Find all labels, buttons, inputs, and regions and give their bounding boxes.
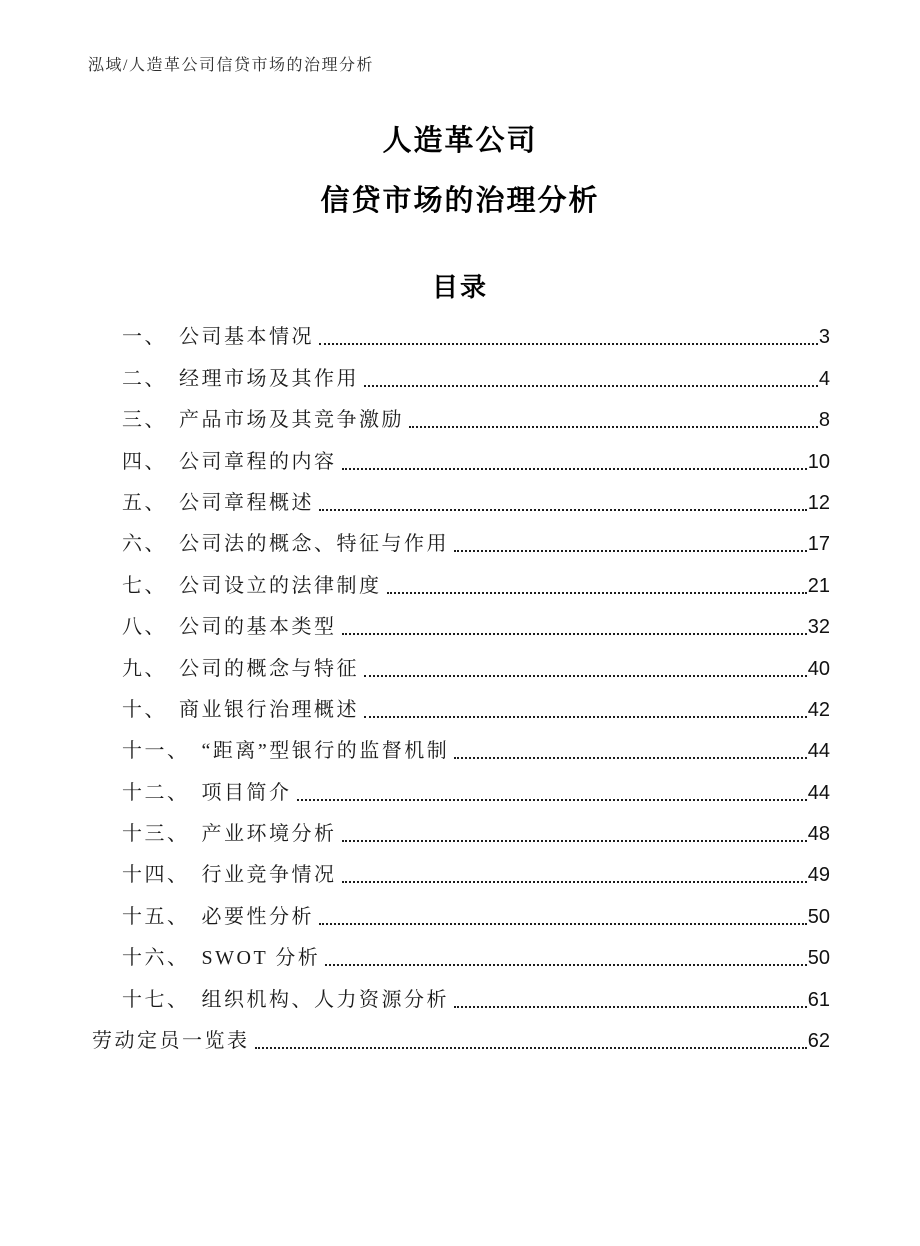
- toc-entry-page: 8: [818, 409, 830, 432]
- document-header: 泓域/人造革公司信贷市场的治理分析: [88, 57, 374, 74]
- toc-entry-page: 42: [807, 698, 830, 721]
- toc-entry-title: “距离”型银行的监督机制: [201, 740, 450, 763]
- toc-dot-leader: [454, 550, 807, 552]
- toc-entry[interactable]: [88, 727, 830, 768]
- toc-entry-page: 4: [818, 367, 830, 390]
- toc-dot-leader: [342, 840, 807, 842]
- toc-dot-leader: [454, 1006, 807, 1008]
- document-subtitle: 信贷市场的治理分析: [320, 185, 600, 217]
- toc-entry[interactable]: [88, 313, 830, 354]
- toc-entry-title: 公司设立的法律制度: [179, 574, 382, 597]
- toc-entry[interactable]: [88, 686, 830, 727]
- toc-entry-number: 六、: [122, 533, 167, 556]
- toc-dot-leader: [325, 964, 806, 966]
- toc-dot-leader: [319, 509, 807, 511]
- toc-entry[interactable]: [88, 975, 830, 1016]
- toc-entry-number: 十二、: [122, 781, 190, 804]
- toc-entry-number: 五、: [122, 491, 167, 514]
- toc-entry-title: 公司章程概述: [179, 491, 314, 514]
- toc-entry[interactable]: [88, 520, 830, 561]
- toc-entry-title: 劳动定员一览表: [92, 1030, 250, 1053]
- toc-dot-leader: [342, 468, 807, 470]
- toc-entry-number: 十一、: [122, 740, 190, 763]
- toc-entry[interactable]: [88, 644, 830, 685]
- toc-dot-leader: [409, 426, 818, 428]
- toc-entry-title: 产业环境分析: [201, 823, 337, 846]
- toc-entry-number: 十四、: [122, 864, 190, 887]
- toc-entry-number: 十六、: [122, 947, 190, 970]
- toc-dot-leader: [364, 716, 807, 718]
- toc-entry-page: 40: [807, 657, 830, 680]
- toc-entry[interactable]: [88, 479, 830, 520]
- toc-entry-title: 公司章程的内容: [179, 450, 337, 473]
- toc-entry-number: 一、: [122, 326, 167, 349]
- toc-dot-leader: [319, 343, 818, 345]
- toc-entry-number: 十、: [122, 698, 167, 721]
- toc-entry[interactable]: [88, 437, 830, 478]
- toc-entry-number: 二、: [122, 367, 167, 390]
- toc-entry-page: 10: [807, 450, 830, 473]
- toc-entry-number: 七、: [122, 574, 167, 597]
- toc-entry-page: 50: [807, 947, 830, 970]
- toc-heading: 目录: [431, 272, 488, 302]
- toc-dot-leader: [319, 923, 807, 925]
- toc-entry-page: 50: [807, 905, 830, 928]
- toc-entry-number: 四、: [122, 450, 167, 473]
- toc-entry-title: 项目简介: [201, 781, 292, 804]
- toc-entry-number: 三、: [122, 409, 167, 432]
- toc-entry-page: 49: [807, 864, 830, 887]
- toc-dot-leader: [454, 757, 806, 759]
- toc-entry-title: 必要性分析: [201, 905, 314, 928]
- toc-list: [88, 313, 830, 1058]
- toc-dot-leader: [364, 385, 818, 387]
- toc-dot-leader: [255, 1047, 807, 1049]
- toc-entry-number: 九、: [122, 657, 167, 680]
- toc-entry[interactable]: [88, 810, 830, 851]
- toc-entry-title: 公司法的概念、特征与作用: [179, 533, 449, 556]
- toc-entry-title: 行业竞争情况: [201, 864, 337, 887]
- toc-entry-page: 44: [807, 781, 830, 804]
- toc-entry-page: 62: [807, 1030, 830, 1053]
- toc-dot-leader: [364, 675, 807, 677]
- toc-entry[interactable]: [88, 934, 830, 975]
- toc-entry[interactable]: [88, 1017, 830, 1058]
- toc-entry-title: 商业银行治理概述: [179, 698, 359, 721]
- toc-entry-page: 61: [807, 988, 830, 1011]
- toc-entry-page: 3: [818, 326, 830, 349]
- toc-entry-title: 产品市场及其竞争激励: [179, 409, 404, 432]
- toc-entry-number: 八、: [122, 616, 167, 639]
- toc-dot-leader: [297, 799, 807, 801]
- toc-entry[interactable]: [88, 561, 830, 602]
- toc-entry[interactable]: [88, 768, 830, 809]
- toc-entry[interactable]: [88, 603, 830, 644]
- toc-entry-title: 公司基本情况: [179, 326, 314, 349]
- toc-entry-number: 十七、: [122, 988, 190, 1011]
- toc-entry-page: 44: [807, 740, 830, 763]
- toc-entry[interactable]: [88, 851, 830, 892]
- toc-entry-number: 十三、: [122, 823, 190, 846]
- document-page: [0, 55, 920, 1246]
- toc-entry-page: 17: [807, 533, 830, 556]
- toc-entry-title: SWOT 分析: [201, 947, 321, 970]
- toc-entry[interactable]: [88, 396, 830, 437]
- toc-entry-title: 公司的基本类型: [179, 616, 337, 639]
- toc-entry-number: 十五、: [122, 905, 190, 928]
- toc-entry[interactable]: [88, 354, 830, 395]
- toc-entry-page: 12: [807, 491, 830, 514]
- toc-entry-title: 经理市场及其作用: [179, 367, 359, 390]
- toc-dot-leader: [387, 592, 807, 594]
- toc-entry-page: 48: [807, 823, 830, 846]
- toc-entry-title: 组织机构、人力资源分析: [201, 988, 449, 1011]
- toc-entry[interactable]: [88, 892, 830, 933]
- toc-entry-title: 公司的概念与特征: [179, 657, 359, 680]
- toc-dot-leader: [342, 881, 807, 883]
- toc-entry-page: 21: [807, 574, 830, 597]
- toc-entry-page: 32: [807, 616, 830, 639]
- document-title: 人造革公司: [382, 125, 538, 157]
- toc-dot-leader: [342, 633, 807, 635]
